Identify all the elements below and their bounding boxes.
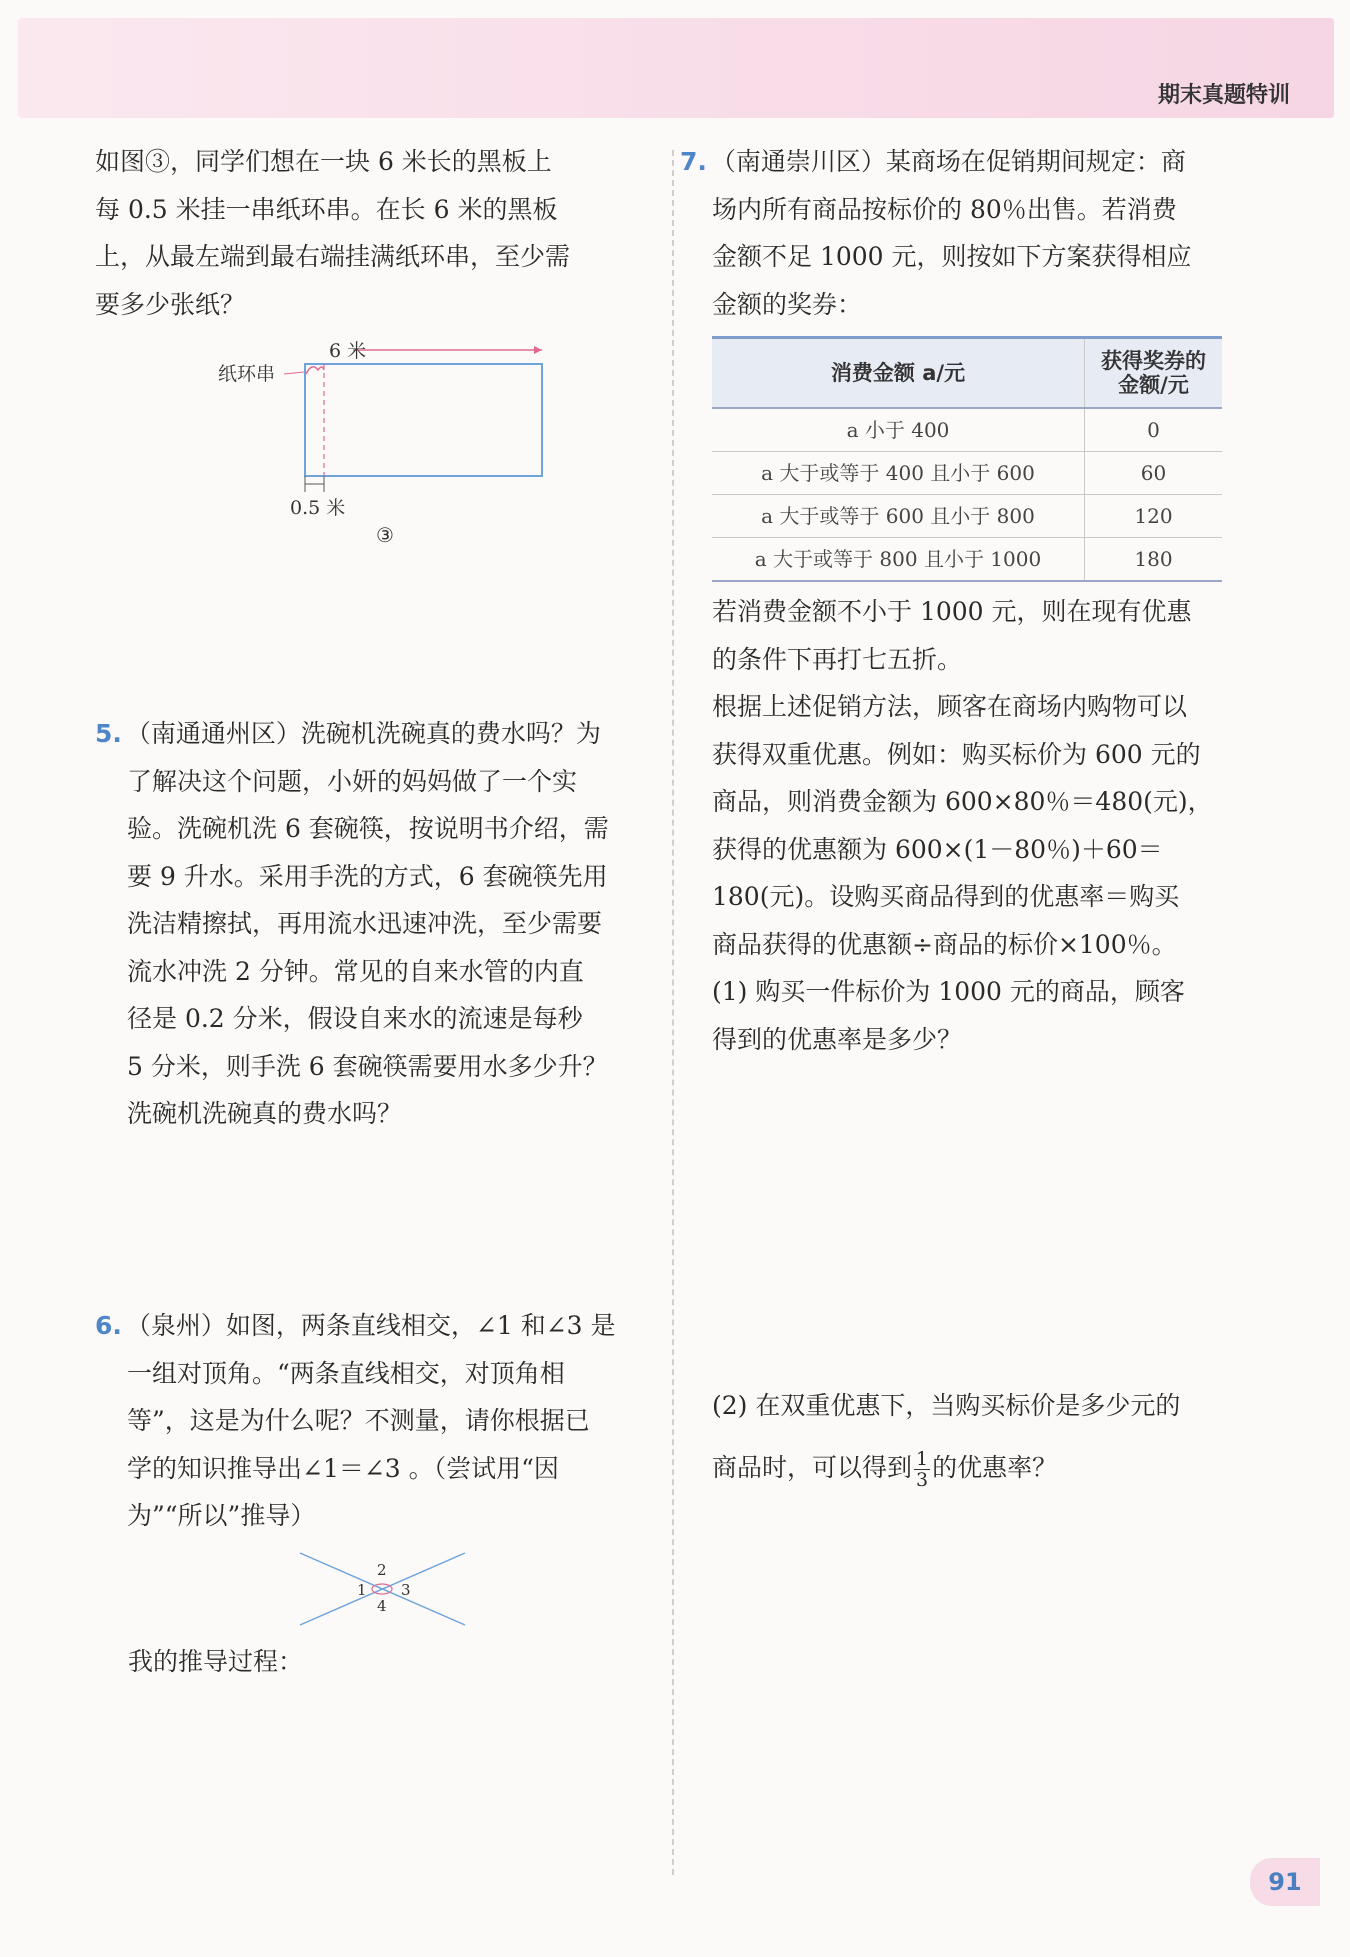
q7-line: 的条件下再打七五折。	[712, 644, 963, 674]
length-label: 6 米	[329, 340, 367, 362]
blackboard-rect	[305, 364, 542, 476]
fraction-one-third: $\frac{1}{3}$	[916, 1447, 929, 1491]
angle-1-label: 1	[357, 1581, 367, 1599]
q5-number: 5.	[95, 719, 122, 748]
q7-subquestion-2	[712, 1382, 1257, 1491]
q7-line: 若消费金额不小于 1000 元，则在现有优惠	[712, 597, 1192, 626]
q7-line: 7. （南通崇川区）某商场在促销期间规定：商	[680, 147, 1186, 176]
q5-line: 流水冲洗 2 分钟。常见的自来水管的内直	[127, 956, 584, 986]
figure-caption: ③	[376, 523, 394, 547]
q5-line: 要 9 升水。采用手洗的方式，6 套碗筷先用	[127, 861, 608, 891]
q5-line: 验。洗碗机洗 6 套碗筷，按说明书介绍，需	[127, 814, 609, 843]
column-divider	[672, 150, 674, 1875]
prize-table	[712, 336, 1222, 582]
q6-line: 等”，这是为什么呢？不测量，请你根据已	[127, 1406, 590, 1435]
string-label: 纸环串	[218, 363, 276, 385]
header-title: 期末真题特训	[1157, 83, 1290, 108]
table-row	[712, 495, 1222, 538]
q7-line: 商品获得的优惠额÷商品的标价×100％。	[712, 929, 1177, 959]
q4-line: 上，从最左端到最右端挂满纸环串，至少需	[95, 242, 571, 271]
q6-line: 学的知识推导出∠1＝∠3 。（尝试用“因	[127, 1453, 559, 1483]
header-band	[18, 18, 1334, 118]
q7-line: 场内所有商品按标价的 80％出售。若消费	[712, 194, 1177, 224]
table-row	[712, 452, 1222, 495]
q5-line: 洗碗机洗碗真的费水吗？	[127, 1099, 403, 1128]
q6-line: 一组对顶角。“两条直线相交，对顶角相	[127, 1358, 565, 1388]
q7-sub1-line: (1) 购买一件标价为 1000 元的商品，顾客	[712, 977, 1185, 1006]
table-cell: a 小于 400	[712, 408, 1085, 452]
q5-line: 径是 0.2 分米，假设自来水的流速是每秒	[127, 1004, 583, 1033]
q7-line: 商品，则消费金额为 600×80％＝480(元)，	[712, 787, 1213, 816]
q7-sub2-line: (2) 在双重优惠下，当购买标价是多少元的	[712, 1391, 1181, 1420]
question-6	[95, 1302, 640, 1540]
q6-line: 为”“所以”推导）	[127, 1501, 316, 1530]
angle-2-label: 2	[377, 1561, 387, 1579]
gap-label: 0.5 米	[290, 497, 346, 519]
table-cell: 0	[1085, 408, 1223, 452]
q4-line: 每 0.5 米挂一串纸环串。在长 6 米的黑板	[95, 194, 558, 224]
table-cell: a 大于或等于 600 且小于 800	[712, 495, 1085, 538]
table-cell: 120	[1085, 495, 1223, 538]
q5-line: 5 分米，则手洗 6 套碗筷需要用水多少升？	[127, 1051, 608, 1081]
q4-line: 如图③，同学们想在一块 6 米长的黑板上	[95, 147, 552, 176]
q5-line: 5. （南通通州区）洗碗机洗碗真的费水吗？为	[95, 719, 601, 748]
q5-line: 了解决这个问题，小妍的妈妈做了一个实	[127, 766, 578, 796]
page-number: 91	[1250, 1858, 1320, 1906]
q7-sub1-line: 得到的优惠率是多少？	[712, 1024, 963, 1054]
q7-line: 180(元)。设购买商品得到的优惠率＝购买	[712, 882, 1180, 911]
table-cell: 180	[1085, 538, 1223, 582]
q6-answer-prompt: 我的推导过程：	[128, 1647, 304, 1676]
q7-number: 7.	[680, 147, 707, 176]
table-cell: a 大于或等于 400 且小于 600	[712, 452, 1085, 495]
q6-line: 6. （泉州）如图，两条直线相交，∠1 和∠3 是	[95, 1311, 616, 1340]
paper-string-icon	[306, 367, 324, 374]
question-7	[680, 138, 1257, 1063]
q7-line: 金额的奖券：	[712, 289, 863, 319]
table-row	[712, 408, 1222, 452]
q4-continuation	[95, 138, 640, 328]
intersecting-lines-figure	[295, 1545, 475, 1635]
q7-line: 金额不足 1000 元，则按如下方案获得相应	[712, 242, 1192, 271]
q7-sub2-line: 商品时，可以得到 $\frac{1}{3}$ 的优惠率？	[712, 1447, 1058, 1491]
q7-line: 根据上述促销方法，顾客在商场内购物可以	[712, 692, 1188, 721]
table-cell: 60	[1085, 452, 1223, 495]
q4-line: 要多少张纸？	[95, 289, 246, 319]
q5-line: 洗洁精擦拭，再用流水迅速冲洗，至少需要	[127, 909, 603, 938]
q7-line: 获得的优惠额为 600×(1－80％)＋60＝	[712, 834, 1163, 864]
q7-line: 获得双重优惠。例如：购买标价为 600 元的	[712, 739, 1201, 769]
figure-3-blackboard	[200, 332, 560, 552]
q6-number: 6.	[95, 1311, 122, 1340]
table-cell: a 大于或等于 800 且小于 1000	[712, 538, 1085, 582]
table-header: 获得奖券的金额/元	[1085, 338, 1223, 409]
question-5	[95, 710, 640, 1138]
angle-3-label: 3	[401, 1581, 411, 1599]
table-header: 消费金额 a/元	[712, 338, 1085, 409]
angle-4-label: 4	[377, 1597, 387, 1615]
table-row	[712, 538, 1222, 582]
